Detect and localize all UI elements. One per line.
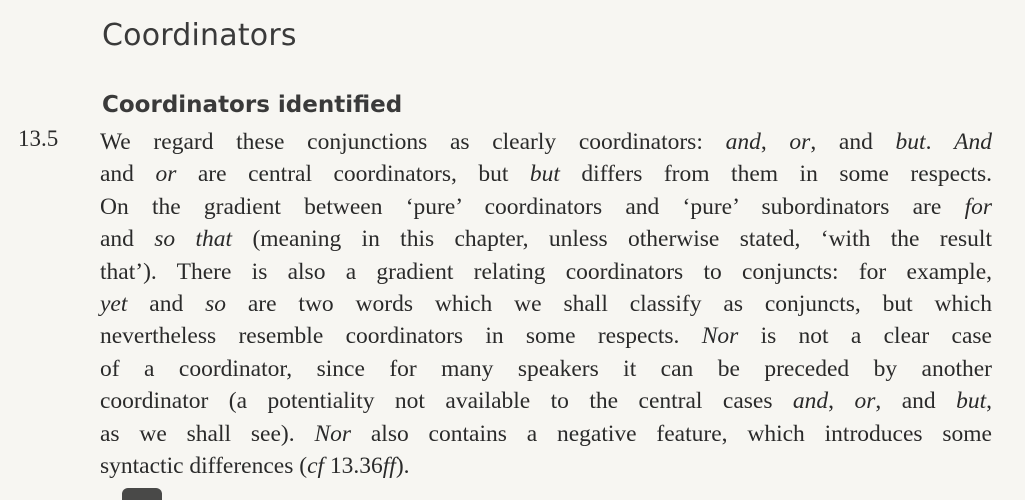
italic-term: so <box>205 290 226 317</box>
text-run: , <box>986 388 993 415</box>
section-body <box>100 126 992 482</box>
italic-term: so that <box>154 226 233 253</box>
text-run: , <box>828 388 855 415</box>
text-run: and <box>100 226 155 253</box>
italic-term: but <box>895 129 926 155</box>
text-line <box>100 126 992 158</box>
text-run: nevertheless resemble coordinators in some respects. <box>100 323 702 350</box>
text-line <box>100 353 992 385</box>
italic-term: for <box>964 193 992 220</box>
text-run: differs from them in some respects. <box>559 161 992 188</box>
text-run: as we shall see). <box>100 420 315 447</box>
text-line <box>100 320 992 352</box>
text-run: and <box>127 290 206 317</box>
text-run: , and <box>875 388 957 415</box>
italic-term: or <box>854 388 876 415</box>
chapter-title: Coordinators <box>102 18 297 53</box>
italic-term: or <box>789 129 811 155</box>
italic-term: cf <box>307 452 325 479</box>
text-run: , and <box>810 129 896 155</box>
section-number: 13.5 <box>18 126 59 151</box>
italic-term: but <box>956 388 987 415</box>
text-run: We regard these conjunctions as clearly coordinators: <box>100 129 726 155</box>
text-run: (meaning in this chapter, unless otherwise stated, ‘with the result <box>232 226 992 253</box>
text-run: is not a clear case <box>738 323 992 350</box>
text-run: coordinator (a potentiality not available to the central cases <box>100 388 793 415</box>
text-run: On the gradient between ‘pure’ coordinators and ‘pure’ subordinators are <box>100 193 965 220</box>
text-line <box>100 223 992 255</box>
text-line <box>100 418 992 450</box>
text-line <box>100 288 992 320</box>
text-run: and <box>100 161 156 188</box>
cut-off-text-fragment <box>122 488 162 500</box>
text-run: . <box>925 129 955 155</box>
italic-term: Nor <box>701 323 739 350</box>
italic-term: And <box>954 129 993 155</box>
text-run: ). <box>395 452 410 479</box>
text-line <box>100 256 992 288</box>
text-run: are central coordinators, but <box>176 161 530 188</box>
text-line <box>100 450 992 482</box>
text-run: , <box>760 129 790 155</box>
text-run: also contains a negative feature, which introduces some <box>351 420 992 447</box>
italic-term: Nor <box>314 420 352 447</box>
italic-term: and <box>792 388 829 415</box>
italic-term: and <box>725 129 761 155</box>
text-run: that’). There is also a gradient relating coordinators to conjuncts: for example, <box>100 258 992 285</box>
text-run: 13.36 <box>324 452 383 479</box>
section-title: Coordinators identified <box>102 92 403 118</box>
text-line <box>100 191 992 223</box>
text-run: of a coordinator, since for many speakers it can be preceded by another <box>100 355 992 382</box>
italic-term: yet <box>100 290 128 317</box>
text-run: are two words which we shall classify as conjuncts, but which <box>225 290 992 317</box>
italic-term: or <box>155 161 177 188</box>
italic-term: ff <box>382 452 396 479</box>
text-line <box>100 158 992 190</box>
text-run: syntactic differences ( <box>100 452 308 479</box>
italic-term: but <box>529 161 560 188</box>
text-line <box>100 385 992 417</box>
